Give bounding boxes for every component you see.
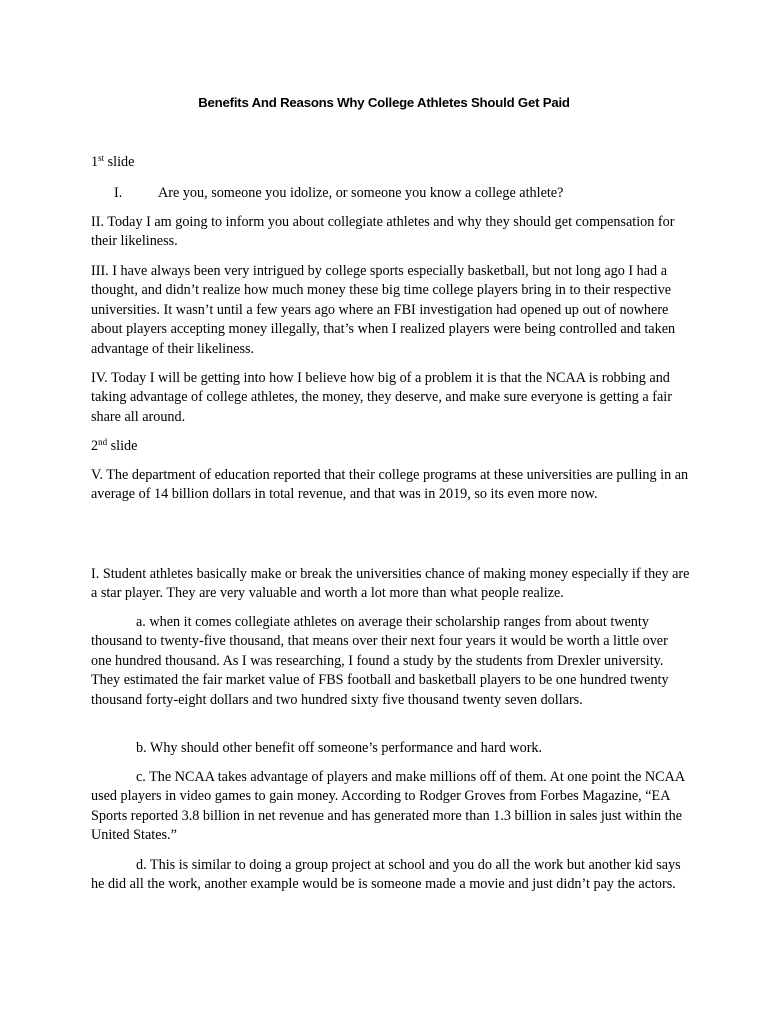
- slide-1-number: 1: [91, 154, 99, 170]
- paragraph-iv: IV. Today I will be getting into how I believe how big of a problem it is that the NCAA is robbing and taking advantage of college athletes, the money, they deserve, and make sure everyone is getting a fair share all around.: [91, 370, 672, 425]
- numbered-item-i-numeral: I.: [114, 185, 123, 201]
- paragraph-v: V. The department of education reported that their college programs at these universities are pulling in an average of 14 billion dollars in total revenue, and that was in 2019, so its even more now.: [91, 467, 689, 503]
- slide-2-label: [91, 437, 691, 456]
- slide-2-suffix: nd: [98, 437, 108, 447]
- sub-point-a: a. when it comes collegiate athletes on average their scholarship ranges from about twenty thousand to twenty-five thousand, that means over their next four years it would be worth a little over one hundred thousand. As I was researching, I found a study by the students from Drexler university. They estimated the fair market value of FBS football and basketball players to be one hundred twenty thousand forty-eight dollars and two hundred sixty five thousand twenty seven dollars.: [91, 614, 669, 708]
- slide-2-number: 2: [91, 438, 99, 454]
- slide-2-word: slide: [110, 438, 138, 454]
- document-title: Benefits And Reasons Why College Athletes Should Get Paid: [198, 95, 570, 110]
- slide-1-suffix: st: [98, 153, 105, 163]
- paragraph-iii: III. I have always been very intrigued by college sports especially basketball, but not long ago I had a thought, and didn’t realize how much money these big time college players bring in to their respective universities. It wasn’t until a few years ago where an FBI investigation had opened up out of nowhere about players accepting money illegally, that’s when I realized players were being controlled and taken advantage of their likeliness.: [91, 263, 676, 357]
- sub-point-d: d. This is similar to doing a group project at school and you do all the work but another kid says he did all the work, another example would be is someone made a movie and just didn’t pay the actors.: [91, 857, 681, 893]
- numbered-item-i: [114, 184, 714, 203]
- sub-point-b: b. Why should other benefit off someone’s performance and hard work.: [136, 740, 543, 756]
- paragraph-ii: II. Today I am going to inform you about collegiate athletes and why they should get compensation for their likeliness.: [91, 214, 675, 250]
- sub-point-c: c. The NCAA takes advantage of players and make millions off of them. At one point the NCAA used players in video games to gain money. According to Rodger Groves from Forbes Magazine, “EA Sports reported 3.8 billion in net revenue and has generated more than 1.3 billion in sales just within the United States.”: [91, 769, 685, 844]
- numbered-item-i-text: Are you, someone you idolize, or someone you know a college athlete?: [158, 185, 564, 201]
- slide-1-word: slide: [107, 154, 135, 170]
- slide-1-label: [91, 153, 691, 172]
- body-paragraph-i: I. Student athletes basically make or break the universities chance of making money especially if they are a star player. They are very valuable and worth a lot more than what people realize.: [91, 566, 690, 602]
